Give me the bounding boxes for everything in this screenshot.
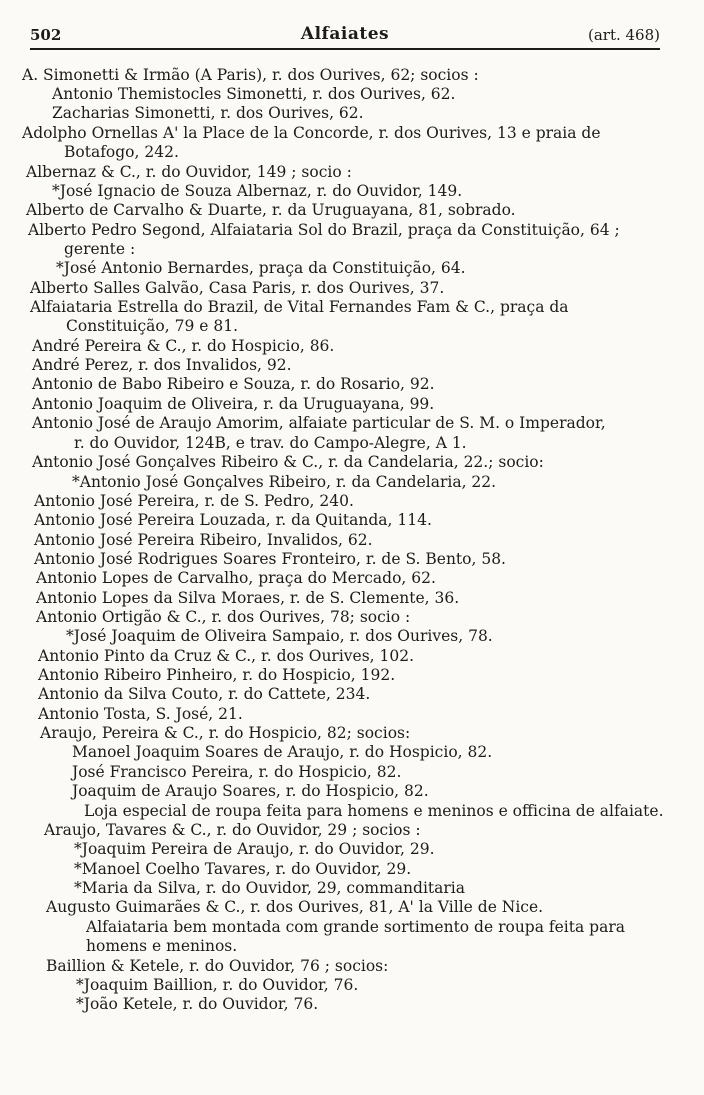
entry-line: *José Antonio Bernardes, praça da Constituição, 64. bbox=[56, 259, 466, 277]
entry-line: A. Simonetti & Irmão (A Paris), r. dos Ourives, 62; socios : bbox=[22, 66, 479, 84]
entry-line: Antonio Lopes de Carvalho, praça do Mercado, 62. bbox=[36, 569, 436, 587]
entry-line: Zacharias Simonetti, r. dos Ourives, 62. bbox=[52, 104, 364, 122]
entry-line: r. do Ouvidor, 124B, e trav. do Campo-Alegre, A 1. bbox=[74, 434, 467, 452]
entry-line: *José Ignacio de Souza Albernaz, r. do Ouvidor, 149. bbox=[52, 182, 463, 200]
entry-line: André Perez, r. dos Invalidos, 92. bbox=[32, 356, 292, 374]
article-reference: (art. 468) bbox=[587, 26, 660, 44]
entry-line: Antonio Tosta, S. José, 21. bbox=[38, 705, 243, 723]
entry-line: Antonio Pinto da Cruz & C., r. dos Ourives, 102. bbox=[38, 647, 415, 665]
page-header bbox=[30, 22, 660, 50]
entry-line: Antonio Ribeiro Pinheiro, r. do Hospicio, 192. bbox=[38, 666, 396, 684]
entry-line: Constituição, 79 e 81. bbox=[66, 317, 238, 335]
entry-line: Araujo, Pereira & C., r. do Hospicio, 82; socios: bbox=[40, 724, 411, 742]
entry-line: André Pereira & C., r. do Hospicio, 86. bbox=[32, 337, 335, 355]
entry-line: José Francisco Pereira, r. do Hospicio, 82. bbox=[72, 763, 402, 781]
entry-line: Antonio José Gonçalves Ribeiro & C., r. da Candelaria, 22.; socio: bbox=[32, 453, 544, 471]
entry-line: Araujo, Tavares & C., r. do Ouvidor, 29 ; socios : bbox=[44, 821, 421, 839]
entry-line: Alberto Salles Galvão, Casa Paris, r. dos Ourives, 37. bbox=[30, 279, 445, 297]
entry-line: Baillion & Ketele, r. do Ouvidor, 76 ; socios: bbox=[46, 957, 389, 975]
entry-line: *João Ketele, r. do Ouvidor, 76. bbox=[76, 995, 319, 1013]
entry-line: Antonio Joaquim de Oliveira, r. da Uruguayana, 99. bbox=[32, 395, 435, 413]
entry-line: *Antonio José Gonçalves Ribeiro, r. da Candelaria, 22. bbox=[72, 473, 497, 491]
page-number: 502 bbox=[30, 26, 62, 44]
entry-line: *Joaquim Pereira de Araujo, r. do Ouvidor, 29. bbox=[74, 840, 435, 858]
entry-line: Albernaz & C., r. do Ouvidor, 149 ; socio : bbox=[26, 163, 352, 181]
entry-line: gerente : bbox=[64, 240, 136, 258]
entry-line: Alfaiataria bem montada com grande sortimento de roupa feita para bbox=[86, 918, 625, 936]
entry-line: *Joaquim Baillion, r. do Ouvidor, 76. bbox=[76, 976, 359, 994]
entry-line: Antonio de Babo Ribeiro e Souza, r. do Rosario, 92. bbox=[32, 375, 435, 393]
entry-line: Antonio José Pereira, r. de S. Pedro, 240. bbox=[34, 492, 354, 510]
entry-line: *José Joaquim de Oliveira Sampaio, r. dos Ourives, 78. bbox=[66, 627, 493, 645]
entry-line: Botafogo, 242. bbox=[64, 143, 179, 161]
entry-line: Antonio José Rodrigues Soares Fronteiro, r. de S. Bento, 58. bbox=[34, 550, 506, 568]
entry-line: Antonio José de Araujo Amorim, alfaiate particular de S. M. o Imperador, bbox=[32, 414, 606, 432]
entry-line: Manoel Joaquim Soares de Araujo, r. do Hospicio, 82. bbox=[72, 743, 493, 761]
entry-line: Antonio da Silva Couto, r. do Cattete, 234. bbox=[38, 685, 371, 703]
entry-line: *Maria da Silva, r. do Ouvidor, 29, commanditaria bbox=[74, 879, 465, 897]
entry-line: Antonio Themistocles Simonetti, r. dos Ourives, 62. bbox=[52, 85, 456, 103]
entry-line: Alfaiataria Estrella do Brazil, de Vital Fernandes Fam & C., praça da bbox=[30, 298, 569, 316]
entry-line: Antonio José Pereira Ribeiro, Invalidos, 62. bbox=[34, 531, 373, 549]
entry-line: *Manoel Coelho Tavares, r. do Ouvidor, 29. bbox=[74, 860, 412, 878]
entry-line: Antonio Lopes da Silva Moraes, r. de S. Clemente, 36. bbox=[36, 589, 460, 607]
entry-line: Augusto Guimarães & C., r. dos Ourives, 81, A' la Ville de Nice. bbox=[46, 898, 544, 916]
entry-line: Loja especial de roupa feita para homens e meninos e officina de alfaiate. bbox=[84, 802, 664, 820]
entry-line: Adolpho Ornellas A' la Place de la Concorde, r. dos Ourives, 13 e praia de bbox=[22, 124, 601, 142]
entry-line: Joaquim de Araujo Soares, r. do Hospicio, 82. bbox=[72, 782, 429, 800]
entry-line: Antonio José Pereira Louzada, r. da Quitanda, 114. bbox=[34, 511, 432, 529]
page-title: Alfaiates bbox=[300, 24, 390, 44]
entry-line: Alberto de Carvalho & Duarte, r. da Uruguayana, 81, sobrado. bbox=[26, 201, 516, 219]
entry-line: Antonio Ortigão & C., r. dos Ourives, 78; socio : bbox=[36, 608, 411, 626]
entry-line: homens e meninos. bbox=[86, 937, 238, 955]
entry-line: Alberto Pedro Segond, Alfaiataria Sol do Brazil, praça da Constituição, 64 ; bbox=[28, 221, 620, 239]
